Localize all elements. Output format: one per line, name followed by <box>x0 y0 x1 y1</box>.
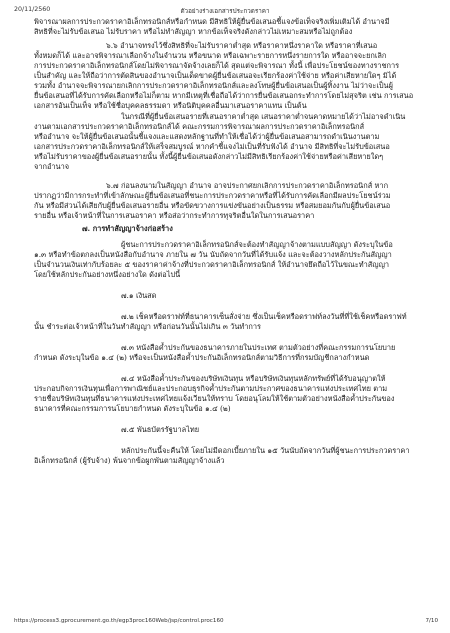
section-7-heading: ๗. การทำสัญญาจ้างก่อสร้าง <box>82 224 173 233</box>
body-line: พิจารณาผลการประกวดราคาอิเล็กทรอนิกส์หรือกำหนด มีสิทธิให้ผู้ยื่นข้อเสนอชี้แจงข้อเท็จจริงเพิ่มเติมได้ อำนาจมี <box>34 17 390 26</box>
body-line: กัน หรือมีส่วนได้เสียกับผู้ยื่นข้อเสนอรายอื่น หรือขัดขวางการแข่งขันอย่างเป็นธรรม หรือสมยอมกันกับผู้ยื่นข้อเสนอ <box>34 201 391 210</box>
body-line: ในกรณีที่ผู้ยื่นข้อเสนอรายที่เสนอราคาต่ำสุด เสนอราคาต่ำจนคาดหมายได้ว่าไม่อาจดำเนิน <box>121 112 406 121</box>
clause-7-1: ๗.๑ เงินสด <box>121 291 157 300</box>
clause-7-4: ๗.๔ หนังสือค้ำประกันของบริษัทเงินทุน หรือบริษัทเงินทุนหลักทรัพย์ที่ได้รับอนุญาตให้ <box>121 374 386 383</box>
body-line: เอกสารประกวดราคาอิเล็กทรอนิกส์ให้เสร็จสมบูรณ์ หากคำชี้แจงไม่เป็นที่รับฟังได้ อำนาจ มีสิทธิที่จะไม่รับข้อเสนอ <box>34 142 390 151</box>
clause-7-2: ๗.๒ เช็คหรือดราฟท์ที่ธนาคารเซ็นสั่งจ่าย ซึ่งเป็นเช็คหรือดราฟท์ลงวันที่ที่ใช้เช็คหรือดราฟท์ <box>121 312 407 321</box>
body-line: อิเล็กทรอนิกส์ (ผู้รับจ้าง) พ้นจากข้อผูกพันตามสัญญาจ้างแล้ว <box>34 456 225 465</box>
body-line: สิทธิที่จะไม่รับข้อเสนอ ไม่รับราคา หรือไม่ทำสัญญา หากข้อเท็จจริงดังกล่าวไม่เหมาะสมหรือไม่ถูกต้อง <box>34 27 353 36</box>
clause-6-6: ๖.๖ อำนาจทรงไว้ซึ่งสิทธิที่จะไม่รับราคาต่ำสุด หรือราคาหนึ่งราคาใด หรือราคาที่เสนอ <box>106 41 378 50</box>
page-header <box>0 4 450 16</box>
body-line: หรือไม่รับราคาของผู้ยื่นข้อเสนอรายนั้น ทั้งนี้ผู้ยื่นข้อเสนอดังกล่าวไม่มีสิทธิเรียกร้องค่าใช้จ่ายหรือค่าเสียหายใดๆ <box>34 152 384 161</box>
body-line: จากอำนาจ <box>34 162 70 171</box>
body-line: โดยใช้หลักประกันอย่างหนึ่งอย่างใด ดังต่อไปนี้ <box>34 270 181 279</box>
header-title: ตัวอย่างร่างเอกสารประกวดราคา <box>180 8 270 15</box>
body-line: ทั้งหมดก็ได้ และอาจพิจารณาเลือกจ้างในจำนวน หรือขนาด หรือเฉพาะรายการหนึ่งรายการใด หรืออาจจะยกเลิก <box>34 51 387 60</box>
body-line: เอกสารอันเป็นเท็จ หรือใช้ชื่อบุคคลธรรมดา หรือนิติบุคคลอื่นมาเสนอราคาแทน เป็นต้น <box>34 101 307 110</box>
body-line: เป็นสำคัญ และให้ถือว่าการตัดสินของอำนาจเป็นเด็ดขาดผู้ยื่นข้อเสนอจะเรียกร้องค่าใช้จ่าย หรือค่าเสียหายใดๆ มิได้ <box>34 71 397 80</box>
page-footer <box>0 617 450 627</box>
clause-7-5: ๗.๕ พันธบัตรรัฐบาลไทย <box>121 425 200 434</box>
clause-6-7: ๖.๗ ก่อนลงนามในสัญญา อำนาจ อาจประกาศยกเลิกการประกวดราคาอิเล็กทรอนิกส์ หาก <box>106 181 389 190</box>
header-date: 20/11/2560 <box>14 6 51 13</box>
footer-url[interactable]: https://process3.gprocurement.go.th/egp3proc160Web/jsp/control.proc160 <box>14 618 224 624</box>
body-line: รวมทั้ง อำนาจจะพิจารณายกเลิกการประกวดราคาอิเล็กทรอนิกส์และลงโทษผู้ยื่นข้อเสนอเป็นผู้ทิ้งงาน ไม่ว่าจะเป็นผู้ <box>34 81 393 90</box>
body-line: รายชื่อบริษัทเงินทุนที่ธนาคารแห่งประเทศไทยแจ้งเวียนให้ทราบ โดยอนุโลมให้ใช้ตามตัวอย่างหนังสือค้ำประกันของ <box>34 394 395 403</box>
body-line: หลักประกันนี้จะคืนให้ โดยไม่มีดอกเบี้ยภายใน ๑๕ วันนับถัดจากวันที่ผู้ชนะการประกวดราคา <box>121 446 410 455</box>
body-line: รายอื่น หรือเจ้าหน้าที่ในการเสนอราคา หรือส่อว่ากระทำการทุจริตอื่นใดในการเสนอราคา <box>34 211 315 220</box>
body-line: ๑.๓ หรือทำข้อตกลงเป็นหนังสือกับอำนาจ ภายใน ๗ วัน นับถัดจากวันที่ได้รับแจ้ง และจะต้องวางหลักประกันสัญญา <box>34 250 392 259</box>
body-line: ผู้ชนะการประกวดราคาอิเล็กทรอนิกส์จะต้องทำสัญญาจ้างตามแบบสัญญา ดังระบุในข้อ <box>121 240 393 249</box>
body-line: ธนาคารที่คณะกรรมการนโยบายกำหนด ดังระบุในข้อ ๑.๔ (๒) <box>34 404 231 413</box>
body-line: การประกวดราคาอิเล็กทรอนิกส์โดยไม่พิจารณาจัดจ้างเลยก็ได้ สุดแต่จะพิจารณา ทั้งนี้ เพื่อประโยชน์ของทางราชการ <box>34 61 400 70</box>
page-number: 7/10 <box>425 618 438 624</box>
body-line: นั้น ชำระต่อเจ้าหน้าที่ในวันทำสัญญา หรือก่อนวันนั้นไม่เกิน ๓ วันทำการ <box>34 322 262 331</box>
body-line: กำหนด ดังระบุในข้อ ๑.๔ (๒) หรือจะเป็นหนังสือค้ำประกันอิเล็กทรอนิกส์ตามวิธีการที่กรมบัญชีกลางกำหนด <box>34 353 370 362</box>
body-line: เป็นจำนวนเงินเท่ากับร้อยละ ๕ ของราคาค่าจ้างที่ประกวดราคาอิเล็กทรอนิกส์ ให้อำนาจยึดถือไว้ในขณะทำสัญญา <box>34 260 390 269</box>
body-line: งานตามเอกสารประกวดราคาอิเล็กทรอนิกส์ได้ คณะกรรมการพิจารณาผลการประกวดราคาอิเล็กทรอนิกส์ <box>34 122 365 131</box>
body-line: ปรากฏว่ามีการกระทำที่เข้าลักษณะผู้ยื่นข้อเสนอที่ชนะการประกวดราคาหรือที่ได้รับการคัดเลือกมีผลประโยชน์ร่วม <box>34 191 391 200</box>
body-line: ยื่นข้อเสนอที่ได้รับการคัดเลือกหรือไม่ก็ตาม หากมีเหตุที่เชื่อถือได้ว่าการยื่นข้อเสนอกระทำการโดยไม่สุจริต เช่น การเสนอ <box>34 91 414 100</box>
clause-7-3: ๗.๓ หนังสือค้ำประกันของธนาคารภายในประเทศ ตามตัวอย่างที่คณะกรรมการนโยบาย <box>121 343 396 352</box>
body-line: ประกอบกิจการเงินทุนเพื่อการพาณิชย์และประกอบธุรกิจค้ำประกันตามประกาศของธนาคารแห่งประเทศไทย ตาม <box>34 384 388 393</box>
body-line: หรืออำนาจ จะให้ผู้ยื่นข้อเสนอนั้นชี้แจงและแสดงหลักฐานที่ทำให้เชื่อได้ว่าผู้ยื่นข้อเสนอสามารถดำเนินงานตาม <box>34 132 380 141</box>
